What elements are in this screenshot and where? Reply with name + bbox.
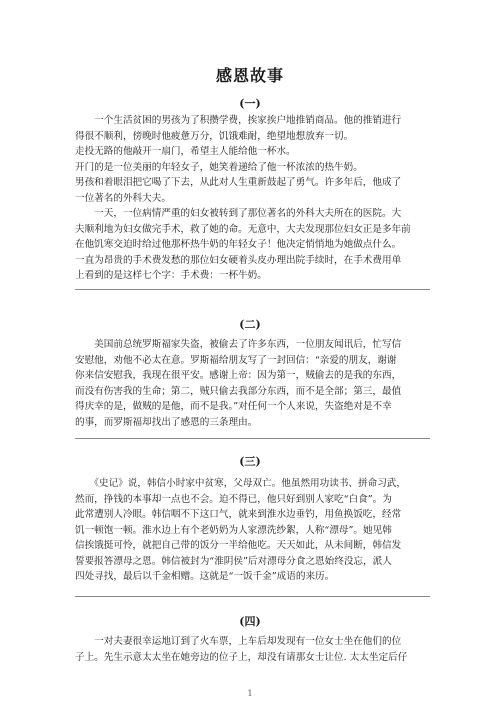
paragraph-line: 饥一顿饱一顿。淮水边上有个老奶奶为人家漂洗纱絮，人称“漂母”。她见韩	[75, 524, 392, 536]
section-divider	[75, 596, 430, 597]
paragraph-line: 然而，挣钱的本事却一点也不会。迫不得已，他只好到别人家吃“白食”。为	[75, 493, 392, 505]
paragraph-line: 《史记》说，韩信小时家中贫寒，父母双亡。他虽然用功读书、拼命习武，	[75, 478, 406, 489]
section-divider	[75, 438, 430, 439]
paragraph-line: 子上。先生示意太太坐在她旁边的位子上，却没有请那女士让位. 太太坐定后仔	[75, 651, 408, 663]
paragraph-line: 而没有伤害我的生命；第二，贼只偷去我部分东西，而不是全部；第三，最值	[75, 385, 402, 397]
paragraph-line: 在他饥寒交迫时给过他那杯热牛奶的年轻女子！他决定悄悄地为她做点什么。	[75, 239, 402, 250]
paragraph-line: 美国前总统罗斯福家失盗，被偷去了许多东西，一位朋友闻讯后，忙写信	[75, 339, 402, 350]
paragraph-line: 开门的是一位美丽的年轻女子，她笑着递给了他一杯浓浓的热牛奶。	[75, 161, 363, 173]
paragraph-line: 四处寻找，最后以千金相赠。这就是“一饭千金”成语的来历。	[75, 571, 335, 582]
section-1-body	[75, 113, 433, 284]
paragraph-line: 誓要报答漂母之恩。韩信被封为“淮阴侯”后对漂母分食之恩始终没忘，派人	[75, 555, 392, 567]
paragraph-line: 的事，而罗斯福却找出了感恩的三条理由。	[75, 416, 258, 428]
paragraph-line: 夫顺利地为妇女做完手术，救了她的命。无意中，大夫发现那位妇女正是多年前	[75, 223, 411, 235]
paragraph-line: 一位著名的外科大夫。	[75, 192, 171, 204]
paragraph-line: 你来信安慰我，我现在很平安。感谢上帝：因为第一，贼偷去的是我的东西，	[75, 370, 402, 381]
section-heading-4: (四)	[239, 615, 261, 628]
paragraph-line: 走投无路的他敲开一扇门，希望主人能给他一杯水。	[75, 146, 296, 157]
section-heading-2: (二)	[239, 318, 261, 331]
page-number: 1	[247, 689, 253, 698]
paragraph-line: 信挨饿挺可怜，就把自己带的饭分一半给他吃。天天如此，从未间断，韩信发	[75, 540, 402, 551]
paragraph-line: 得庆幸的是，做贼的是他，而不是我。”对任何一个人来说，失盗绝对是不幸	[75, 401, 392, 412]
paragraph-line: 安慰他，劝他不必太在意。罗斯福给朋友写了一封回信：“亲爱的朋友，谢谢	[75, 354, 397, 366]
section-3-body	[75, 476, 433, 585]
section-4-body	[75, 634, 433, 665]
paragraph-line: 男孩和着眼泪把它喝了下去，从此对人生重新鼓起了勇气。许多年后，他成了	[75, 177, 402, 188]
paragraph-line: 一个生活贫困的男孩为了积攒学费，挨家挨户地推销商品。他的推销进行	[75, 115, 402, 126]
paragraph-line: 上看到的是这样七个字：手术费：一杯牛奶。	[75, 270, 267, 281]
paragraph-line: 一对夫妻很幸运地订到了火车票，上车后却发现有一位女士坐在他们的位	[75, 636, 402, 647]
section-heading-1: (一)	[239, 97, 261, 110]
paragraph-line: 此常遭别人冷眼。韩信咽不下这口气，就来到淮水边垂钓，用鱼换饭吃，经常	[75, 509, 402, 520]
section-2-body	[75, 337, 433, 430]
page-title: 感恩故事	[215, 66, 284, 85]
section-heading-3: (三)	[239, 455, 261, 468]
paragraph-line: 得很不顺利，傍晚时他疲惫万分，饥饿难耐，绝望地想放弃一切。	[75, 130, 354, 142]
paragraph-line: 一天，一位病情严重的妇女被转到了那位著名的外科大夫所在的医院。大	[75, 208, 402, 219]
paragraph-line: 一直为昂贵的手术费发愁的那位妇女硬着头皮办理出院手续时，在手术费用单	[75, 254, 402, 266]
section-divider	[75, 289, 430, 290]
